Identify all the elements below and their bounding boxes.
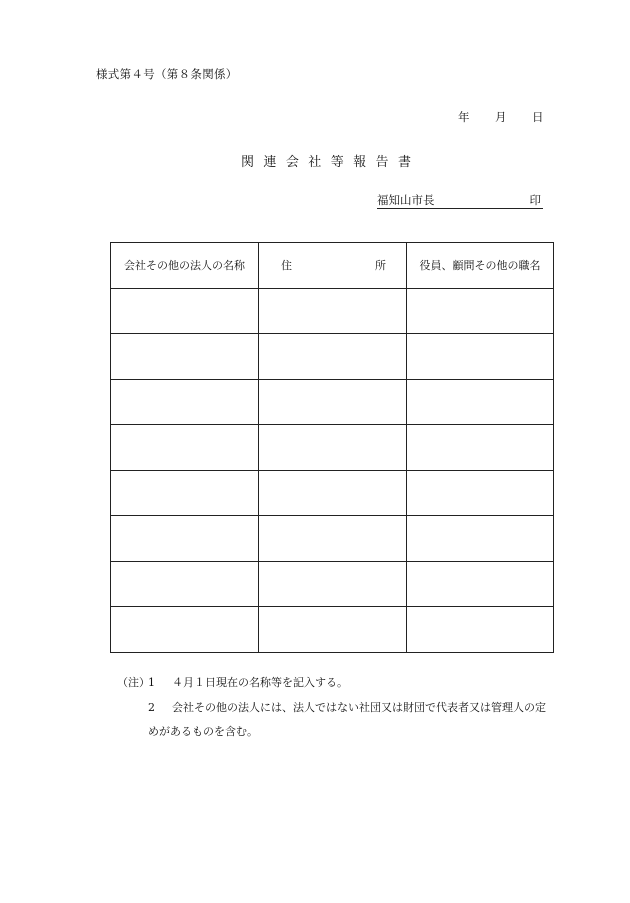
header-address-left: 住 — [281, 259, 292, 273]
note-text: ４月１日現在の名称等を記入する。 — [172, 676, 348, 689]
title-char: 社 — [308, 155, 322, 170]
note-continuation — [117, 720, 587, 745]
position-cell[interactable] — [407, 288, 554, 334]
table-header-row — [111, 243, 554, 289]
notes-section — [117, 671, 587, 745]
address-cell[interactable] — [259, 470, 407, 516]
company-name-cell[interactable] — [111, 334, 259, 380]
company-name-cell[interactable] — [111, 561, 259, 607]
address-cell[interactable] — [259, 334, 407, 380]
date-year-label: 年 — [458, 110, 470, 124]
company-name-cell[interactable] — [111, 379, 259, 425]
note-number: 2 — [148, 700, 155, 714]
related-company-table — [110, 242, 554, 653]
company-name-cell[interactable] — [111, 425, 259, 471]
table-row — [111, 470, 554, 516]
position-cell[interactable] — [407, 470, 554, 516]
position-cell[interactable] — [407, 334, 554, 380]
address-cell[interactable] — [259, 561, 407, 607]
header-company-name: 会社その他の法人の名称 — [111, 243, 259, 289]
address-cell[interactable] — [259, 516, 407, 562]
title-char: 等 — [330, 155, 344, 170]
table-row — [111, 516, 554, 562]
table-row — [111, 379, 554, 425]
table-row — [111, 288, 554, 334]
notes-prefix: （注） — [117, 676, 150, 689]
table-row — [111, 334, 554, 380]
title-char: 書 — [397, 155, 411, 170]
title-char: 会 — [285, 155, 299, 170]
header-address — [259, 243, 407, 289]
note-number: 1 — [148, 676, 155, 689]
note-item — [117, 696, 587, 721]
form-number: 様式第４号（第８条関係） — [96, 67, 238, 81]
title-char: 告 — [375, 155, 389, 170]
title-char: 報 — [353, 155, 367, 170]
company-name-cell[interactable] — [111, 288, 259, 334]
address-cell[interactable] — [259, 288, 407, 334]
addressee-name: 福知山市長 — [377, 193, 435, 207]
date-month-label: 月 — [495, 110, 507, 124]
address-cell[interactable] — [259, 379, 407, 425]
note-text: 会社その他の法人には、法人ではない社団又は財団で代表者又は管理人の定 — [172, 700, 546, 714]
table-row — [111, 607, 554, 653]
addressee-line — [377, 192, 543, 209]
company-name-cell[interactable] — [111, 470, 259, 516]
date-day-label: 日 — [532, 110, 544, 124]
document-title — [241, 151, 411, 170]
position-cell[interactable] — [407, 425, 554, 471]
company-name-cell[interactable] — [111, 516, 259, 562]
date-line — [458, 109, 550, 123]
title-char: 関 — [241, 155, 255, 170]
note-item — [117, 671, 587, 696]
position-cell[interactable] — [407, 607, 554, 653]
position-cell[interactable] — [407, 516, 554, 562]
address-cell[interactable] — [259, 607, 407, 653]
table-row — [111, 425, 554, 471]
title-char: 連 — [263, 155, 277, 170]
address-cell[interactable] — [259, 425, 407, 471]
note-text-continuation: めがあるものを含む。 — [148, 725, 258, 738]
seal-mark: 印 — [529, 193, 541, 207]
table-row — [111, 561, 554, 607]
header-position: 役員、顧問その他の職名 — [407, 243, 554, 289]
company-name-cell[interactable] — [111, 607, 259, 653]
position-cell[interactable] — [407, 379, 554, 425]
position-cell[interactable] — [407, 561, 554, 607]
header-address-right: 所 — [375, 259, 386, 273]
